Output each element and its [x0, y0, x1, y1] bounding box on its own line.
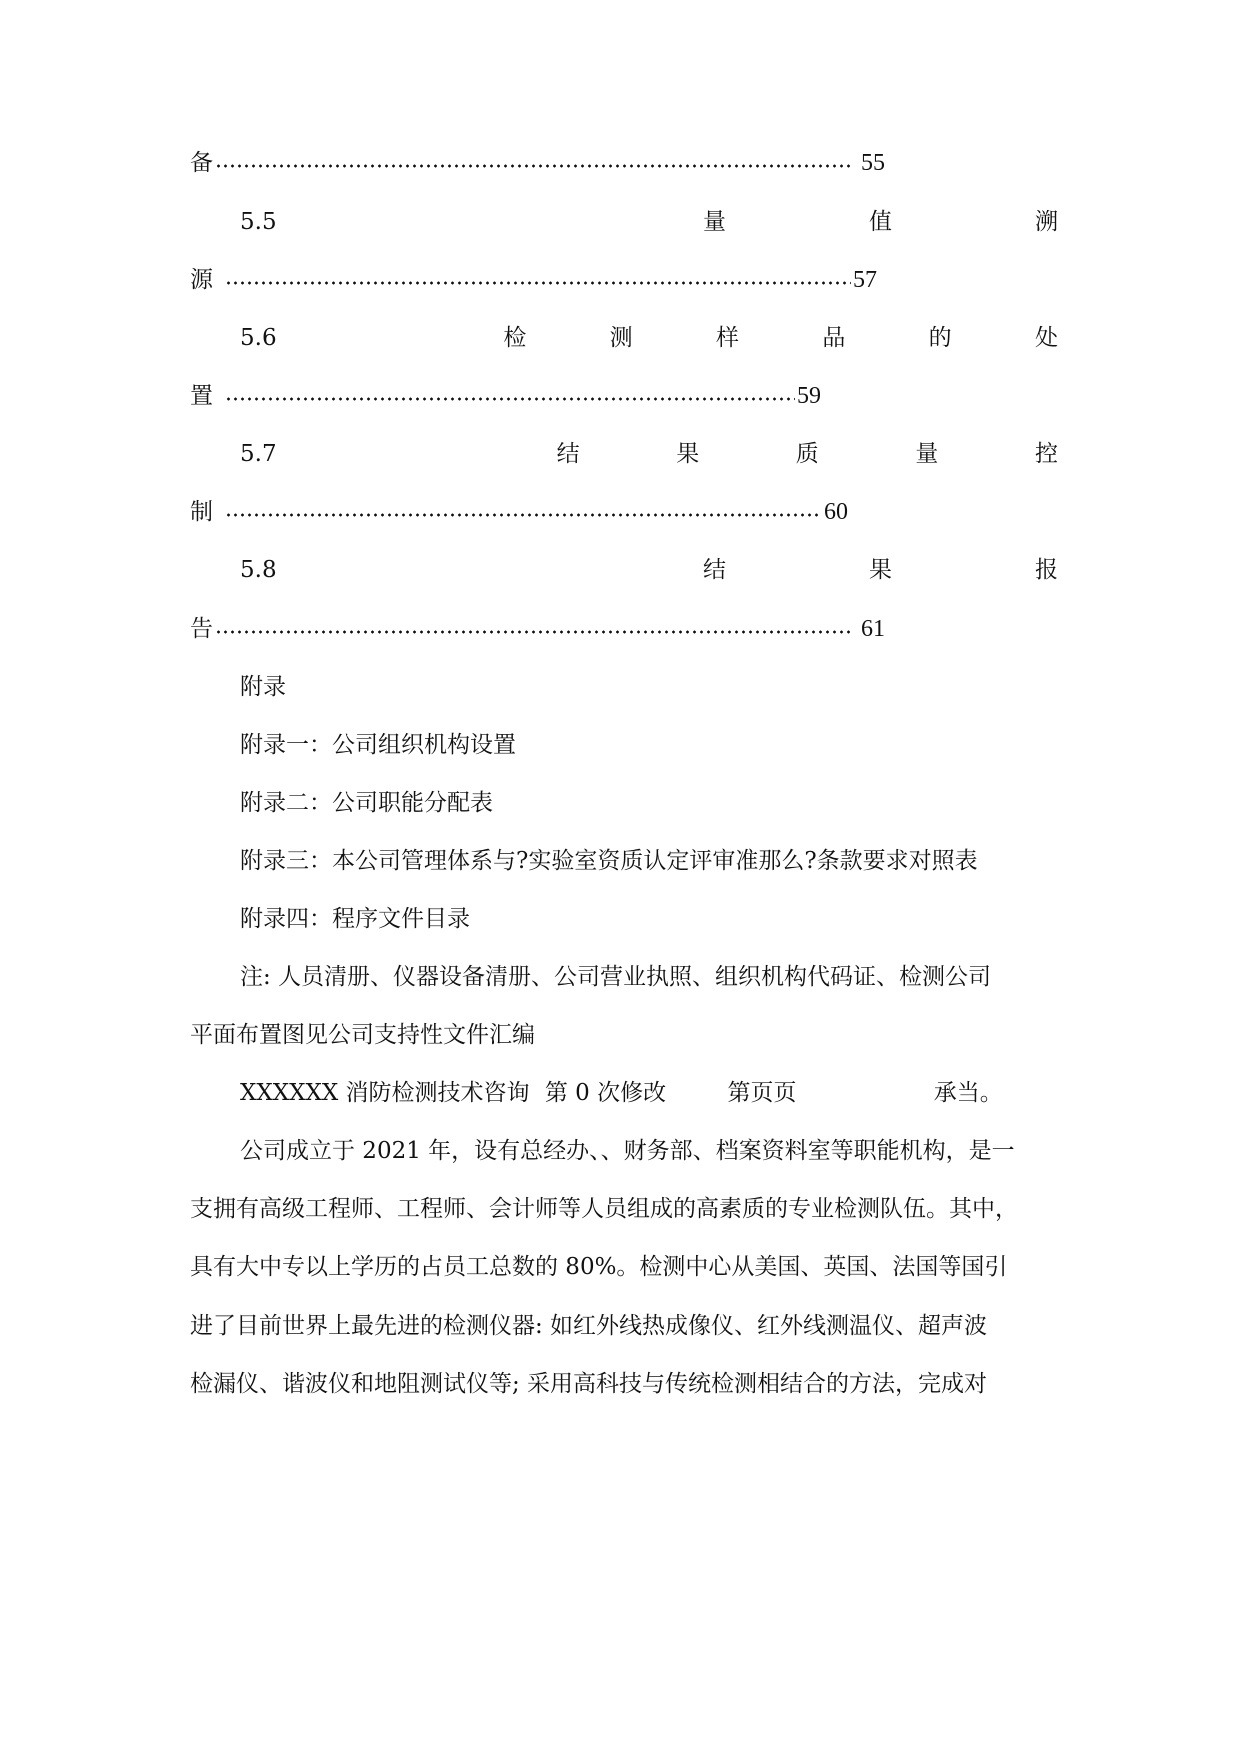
toc-title-char: 量: [703, 209, 726, 235]
toc-entry-5-5-tail[interactable]: [190, 265, 1058, 295]
toc-page-number: 60: [824, 499, 848, 525]
toc-entry-5-6-head[interactable]: [240, 323, 1058, 353]
toc-leader-dots: [225, 281, 851, 285]
toc-tail-text: 备: [190, 150, 213, 176]
toc-entry-5-7-head[interactable]: [240, 439, 1058, 469]
toc-title-char: 结: [556, 441, 580, 467]
body-paragraph-line: 进了目前世界上最先进的检测仪器: 如红外线热成像仪、红外线测温仪、超声波: [190, 1313, 988, 1339]
toc-section-number: 5.7: [240, 441, 277, 467]
toc-page-number: 55: [861, 150, 885, 176]
appendix-item[interactable]: 附录三：本公司管理体系与?实验室资质认定评审准那么?条款要求对照表: [240, 848, 978, 874]
toc-title-char: 检: [503, 325, 527, 351]
toc-entry-5-8-head[interactable]: [240, 555, 1058, 585]
toc-section-number: 5.8: [240, 557, 277, 583]
body-paragraph-line: 公司成立于 2021 年，设有总经办、、财务部、档案资料室等职能机构，是一: [240, 1138, 1015, 1164]
header-footer-line: [240, 1078, 1058, 1108]
appendix-item[interactable]: 附录二：公司职能分配表: [240, 790, 493, 816]
toc-page-number: 59: [797, 383, 821, 409]
toc-title-char: 控: [1034, 441, 1058, 467]
toc-entry-5-7-tail[interactable]: [190, 497, 1058, 527]
page-label: 第页页: [727, 1080, 797, 1106]
toc-leader-dots: [215, 164, 851, 168]
toc-title-char: 结: [703, 557, 726, 583]
toc-title-char: 品: [822, 325, 846, 351]
revision-text: 第 0 次修改: [544, 1080, 667, 1106]
toc-section-number: 5.6: [240, 325, 277, 351]
toc-tail-text: 置: [190, 383, 213, 409]
toc-leader-dots: [225, 397, 795, 401]
toc-entry-5-6-tail[interactable]: [190, 381, 1058, 411]
toc-tail-text: 源: [190, 267, 213, 293]
toc-title-char: 样: [715, 325, 739, 351]
toc-entry-5-4-tail[interactable]: [190, 148, 1058, 178]
toc-entry-5-8-tail[interactable]: [190, 614, 1058, 644]
appendix-heading: 附录: [240, 674, 286, 700]
body-paragraph-line: 支拥有高级工程师、工程师、会计师等人员组成的高素质的专业检测队伍。其中，: [190, 1196, 1018, 1222]
note-line-1: 注: 人员清册、仪器设备清册、公司营业执照、组织机构代码证、检测公司: [240, 964, 992, 990]
appendix-item[interactable]: 附录一：公司组织机构设置: [240, 732, 516, 758]
toc-title-char: 质: [795, 441, 819, 467]
note-line-2: 平面布置图见公司支持性文件汇编: [190, 1022, 535, 1048]
body-paragraph-line: 具有大中专以上学历的占员工总数的 80%。检测中心从美国、英国、法国等国引: [190, 1254, 1008, 1280]
toc-leader-dots: [215, 630, 851, 634]
body-paragraph-line: 检漏仪、谐波仪和地阻测试仪等; 采用高科技与传统检测相结合的方法，完成对: [190, 1371, 988, 1397]
toc-title-char: 测: [609, 325, 633, 351]
toc-title-char: 量: [915, 441, 939, 467]
toc-title-char: 溯: [1035, 209, 1058, 235]
tail-text: 承当。: [933, 1080, 1003, 1106]
toc-entry-5-5-head[interactable]: [240, 207, 1058, 237]
toc-section-number: 5.5: [240, 209, 277, 235]
toc-title-char: 处: [1034, 325, 1058, 351]
toc-leader-dots: [225, 513, 822, 517]
toc-tail-text: 告: [190, 616, 213, 642]
toc-title-char: 果: [676, 441, 700, 467]
company-name: XXXXXX 消防检测技术咨询: [240, 1080, 530, 1106]
toc-title-char: 果: [869, 557, 892, 583]
toc-tail-text: 制: [190, 499, 213, 525]
toc-page-number: 57: [853, 267, 877, 293]
toc-title-char: 报: [1035, 557, 1058, 583]
toc-title-char: 值: [869, 209, 892, 235]
toc-page-number: 61: [861, 616, 885, 642]
appendix-item[interactable]: 附录四：程序文件目录: [240, 906, 470, 932]
toc-title-char: 的: [928, 325, 952, 351]
